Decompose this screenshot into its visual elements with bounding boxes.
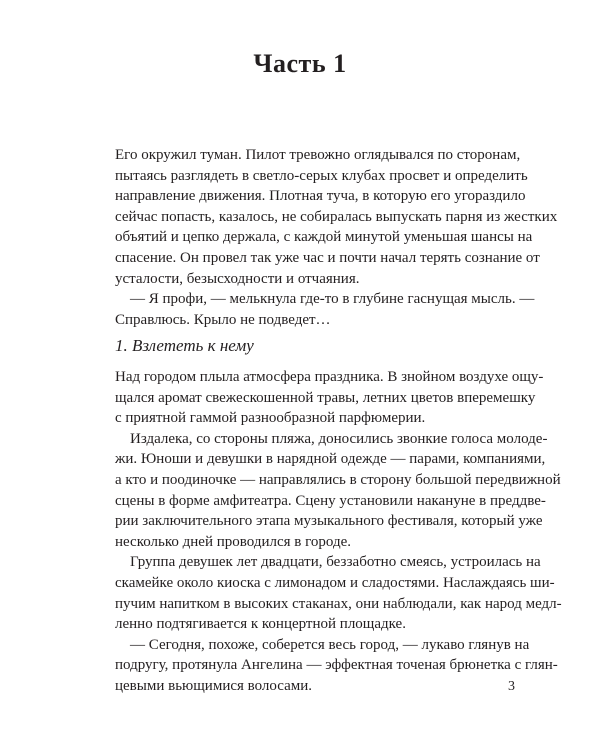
text-line: спасение. Он провел так уже час и почти начал терять сознание от [115,249,540,266]
chapter-title: 1. Взлететь к нему [115,336,254,355]
text-line: скамейке около киоска с лимонадом и сладостями. Наслаждаясь ши- [115,574,555,591]
page-number: 3 [508,679,515,694]
text-line: подругу, протянула Ангелина — эффектная точеная брюнетка с глян- [115,657,558,674]
text-line: Справлюсь. Крыло не подведет… [115,311,331,328]
text-line: пытаясь разглядеть в светло-серых клубах просвет и определить [115,167,528,184]
part-title: Часть 1 [253,49,347,78]
text-line: а кто и поодиночке — направлялись в сторону большой передвижной [115,471,561,488]
text-line: — Сегодня, похоже, соберется весь город, — лукаво глянув на [130,636,530,653]
text-line: — Я профи, — мелькнула где-то в глубине гаснущая мысль. — [130,291,535,308]
text-line: жи. Юноши и девушки в нарядной одежде — парами, компаниями, [115,451,546,468]
intro-text [115,145,558,330]
text-line: объятий и цепко держала, с каждой минутой уменьшая шансы на [115,229,533,246]
text-line: Над городом плыла атмосфера праздника. В знойном воздухе ощу- [115,369,544,385]
text-line: усталости, безысходности и отчаяния. [115,270,360,287]
text-line: цевыми вьющимися волосами. [115,677,313,694]
text-line: направление движения. Плотная туча, в которую его угораздило [115,188,526,205]
text-line: ленно подтягивается к концертной площадке. [115,616,406,633]
text-line: несколько дней проводился в городе. [115,533,351,550]
text-line: щался аромат свежескошенной травы, летних цветов вперемешку [115,389,536,406]
text-line: Группа девушек лет двадцати, беззаботно смеясь, устроилась на [130,554,541,571]
text-line: пучим напитком в высоких стаканах, они наблюдали, как народ медл- [115,595,562,612]
text-line: сейчас попасть, казалось, не собиралась выпускать парня из жестких [115,208,558,225]
text-line: рии заключительного этапа музыкального фестиваля, который уже [115,513,543,530]
text-line: Его окружил туман. Пилот тревожно оглядывался по сторонам, [115,147,521,163]
chapter-body [115,367,562,697]
text-line: Издалека, со стороны пляжа, доносились звонкие голоса молоде- [130,430,548,447]
text-line: сцены в форме амфитеатра. Сцену установили накануне в преддве- [115,492,546,509]
text-line: с приятной гаммой разнообразной парфюмерии. [115,410,426,427]
